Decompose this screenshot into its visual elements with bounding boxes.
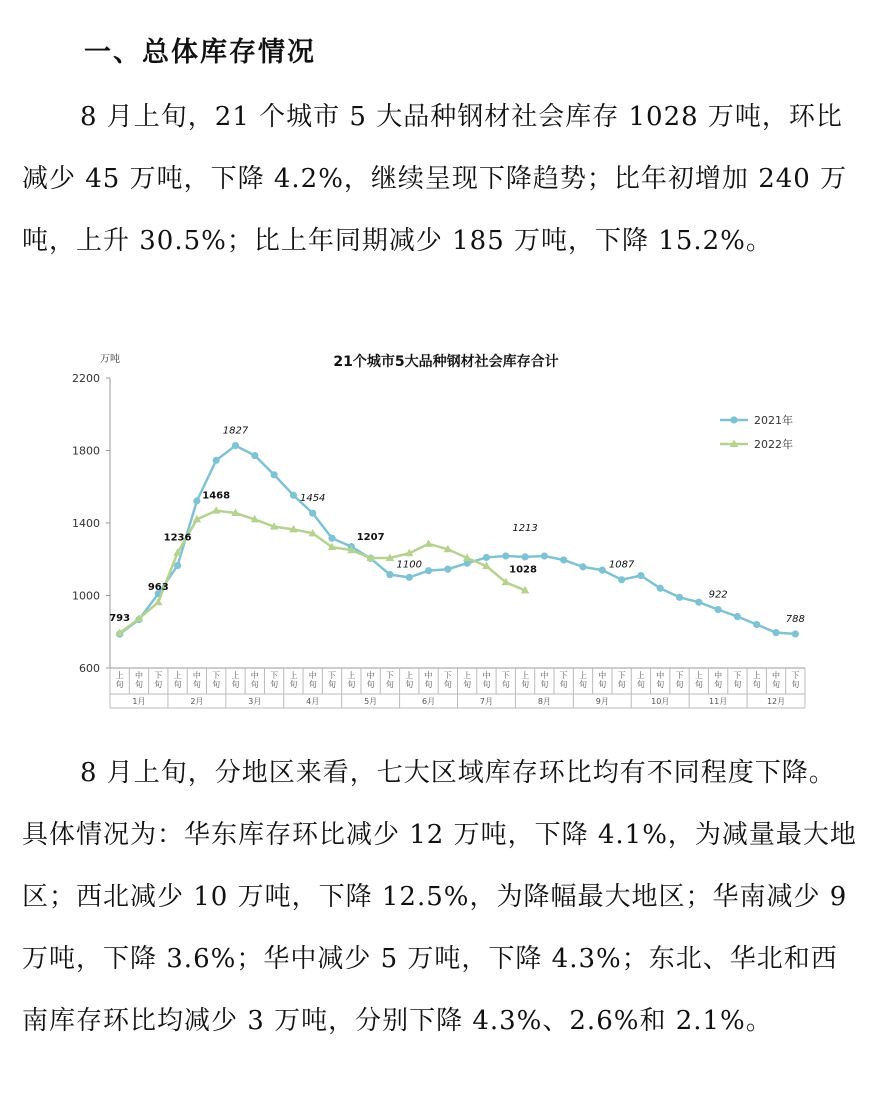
x-month-label: 6月 bbox=[421, 697, 436, 706]
x-dekad-label: 下旬 bbox=[791, 671, 800, 689]
x-month-label: 11月 bbox=[709, 697, 728, 706]
data-point bbox=[695, 599, 702, 606]
data-point bbox=[579, 563, 586, 570]
x-dekad-label: 上旬 bbox=[521, 671, 530, 689]
summary-paragraph: 8 月上旬，21 个城市 5 大品种钢材社会库存 1028 万吨，环比减少 45 万吨，下降 4.2%，继续呈现下降趋势；比年初增加 240 万吨，上升 30.5%；比上年同期减少 185 万吨，下降 15.2%。 bbox=[22, 102, 848, 256]
data-point bbox=[560, 556, 567, 563]
x-dekad-label: 下旬 bbox=[212, 671, 221, 689]
chart-legend bbox=[720, 413, 793, 451]
series-line-1 bbox=[120, 511, 525, 633]
x-dekad-label: 上旬 bbox=[694, 671, 703, 689]
x-dekad-label: 下旬 bbox=[733, 671, 742, 689]
data-point bbox=[637, 572, 644, 579]
data-point bbox=[174, 562, 181, 569]
data-point bbox=[502, 552, 509, 559]
x-dekad-label: 上旬 bbox=[231, 671, 240, 689]
data-point bbox=[772, 629, 779, 636]
x-dekad-label: 中旬 bbox=[656, 671, 665, 689]
data-label: 1207 bbox=[356, 531, 385, 543]
x-month-label: 10月 bbox=[651, 697, 670, 706]
data-label: 922 bbox=[708, 589, 728, 601]
x-dekad-label: 中旬 bbox=[540, 671, 549, 689]
x-dekad-label: 中旬 bbox=[482, 671, 491, 689]
x-dekad-label: 下旬 bbox=[443, 671, 452, 689]
data-point bbox=[753, 621, 760, 628]
x-dekad-label: 上旬 bbox=[636, 671, 645, 689]
x-dekad-label: 上旬 bbox=[578, 671, 587, 689]
x-month-label: 7月 bbox=[479, 697, 494, 706]
regional-paragraph: 8 月上旬，分地区来看，七大区域库存环比均有不同程度下降。具体情况为：华东库存环比减少 12 万吨，下降 4.1%，为减量最大地区；西北减少 10 万吨，下降 12.5%，为降幅最大地区；华南减少 9 万吨，下降 3.6%；华中减少 5 万吨，下降 4.3%；东北、华北和西南库存环比均减少 3 万吨，分别下降 4.3%、2.6%和 2.1%。 bbox=[22, 758, 857, 1036]
x-dekad-label: 下旬 bbox=[154, 671, 163, 689]
data-label: 1028 bbox=[509, 564, 537, 576]
y-tick-label: 2200 bbox=[72, 372, 100, 385]
data-label: 788 bbox=[785, 613, 805, 625]
x-month-label: 1月 bbox=[132, 697, 146, 706]
data-point bbox=[792, 630, 799, 637]
y-tick-label: 1800 bbox=[72, 444, 100, 458]
x-dekad-label: 中旬 bbox=[134, 671, 143, 689]
data-point bbox=[270, 471, 277, 478]
y-tick-label: 600 bbox=[79, 662, 100, 675]
inventory-line-chart bbox=[60, 340, 820, 712]
data-point bbox=[541, 552, 548, 559]
data-point bbox=[483, 554, 490, 561]
x-dekad-label: 中旬 bbox=[250, 671, 259, 689]
data-point bbox=[657, 585, 664, 592]
x-dekad-label: 下旬 bbox=[385, 671, 394, 689]
data-point bbox=[193, 497, 200, 504]
x-dekad-label: 下旬 bbox=[328, 671, 337, 689]
data-label: 1100 bbox=[396, 559, 422, 571]
data-point bbox=[676, 594, 683, 601]
x-dekad-label: 中旬 bbox=[424, 671, 433, 689]
data-point bbox=[599, 567, 606, 574]
x-dekad-label: 下旬 bbox=[559, 671, 568, 689]
data-point bbox=[213, 457, 220, 464]
x-dekad-label: 上旬 bbox=[115, 671, 124, 689]
data-point bbox=[444, 566, 451, 573]
y-tick-label: 1400 bbox=[72, 517, 100, 530]
x-dekad-label: 中旬 bbox=[308, 671, 317, 689]
x-dekad-label: 上旬 bbox=[463, 671, 472, 689]
x-month-label: 5月 bbox=[364, 697, 378, 706]
y-axis-unit-label: 万吨 bbox=[100, 354, 120, 365]
x-dekad-label: 下旬 bbox=[617, 671, 626, 689]
x-dekad-label: 上旬 bbox=[752, 671, 761, 689]
data-point bbox=[424, 539, 432, 547]
x-month-label: 3月 bbox=[248, 697, 262, 706]
legend-label: 2022年 bbox=[754, 438, 793, 451]
x-dekad-label: 中旬 bbox=[714, 671, 723, 689]
x-dekad-label: 上旬 bbox=[173, 671, 182, 689]
x-month-label: 9月 bbox=[595, 697, 609, 706]
x-dekad-label: 上旬 bbox=[347, 671, 356, 689]
x-dekad-label: 下旬 bbox=[501, 671, 510, 689]
data-point bbox=[521, 553, 528, 560]
data-point bbox=[618, 576, 625, 583]
x-dekad-label: 中旬 bbox=[772, 671, 781, 689]
data-point bbox=[290, 492, 297, 499]
x-dekad-label: 下旬 bbox=[270, 671, 279, 689]
x-dekad-label: 中旬 bbox=[598, 671, 607, 689]
data-point bbox=[386, 571, 393, 578]
section-heading: 一、总体库存情况 bbox=[84, 37, 316, 68]
series-line-0 bbox=[120, 446, 796, 635]
x-dekad-label: 中旬 bbox=[366, 671, 375, 689]
data-point bbox=[251, 452, 258, 459]
data-label: 1236 bbox=[163, 532, 192, 544]
chart-title: 21个城市5大品种钢材社会库存合计 bbox=[333, 354, 559, 370]
data-point bbox=[406, 574, 413, 581]
data-point bbox=[328, 535, 335, 542]
data-label: 1827 bbox=[222, 425, 249, 437]
data-label: 1087 bbox=[608, 559, 635, 571]
y-tick-label: 1000 bbox=[72, 589, 100, 603]
x-month-label: 12月 bbox=[766, 697, 786, 706]
data-label: 963 bbox=[147, 582, 169, 594]
x-dekad-label: 下旬 bbox=[675, 671, 684, 689]
legend-label: 2021年 bbox=[754, 414, 793, 427]
x-month-label: 2月 bbox=[190, 697, 204, 706]
data-point bbox=[425, 567, 432, 574]
x-dekad-label: 中旬 bbox=[192, 671, 201, 689]
x-month-label: 4月 bbox=[306, 697, 320, 706]
data-label: 1454 bbox=[299, 493, 326, 505]
data-label: 793 bbox=[109, 613, 131, 625]
data-label: 1468 bbox=[202, 490, 231, 502]
data-label: 1213 bbox=[512, 522, 538, 534]
legend-marker bbox=[730, 416, 737, 423]
data-point bbox=[232, 442, 239, 449]
data-point bbox=[309, 510, 316, 517]
x-dekad-label: 上旬 bbox=[405, 671, 414, 689]
x-month-label: 8月 bbox=[537, 697, 551, 706]
x-dekad-label: 上旬 bbox=[289, 671, 298, 689]
data-point bbox=[715, 606, 722, 613]
data-point bbox=[734, 613, 741, 620]
